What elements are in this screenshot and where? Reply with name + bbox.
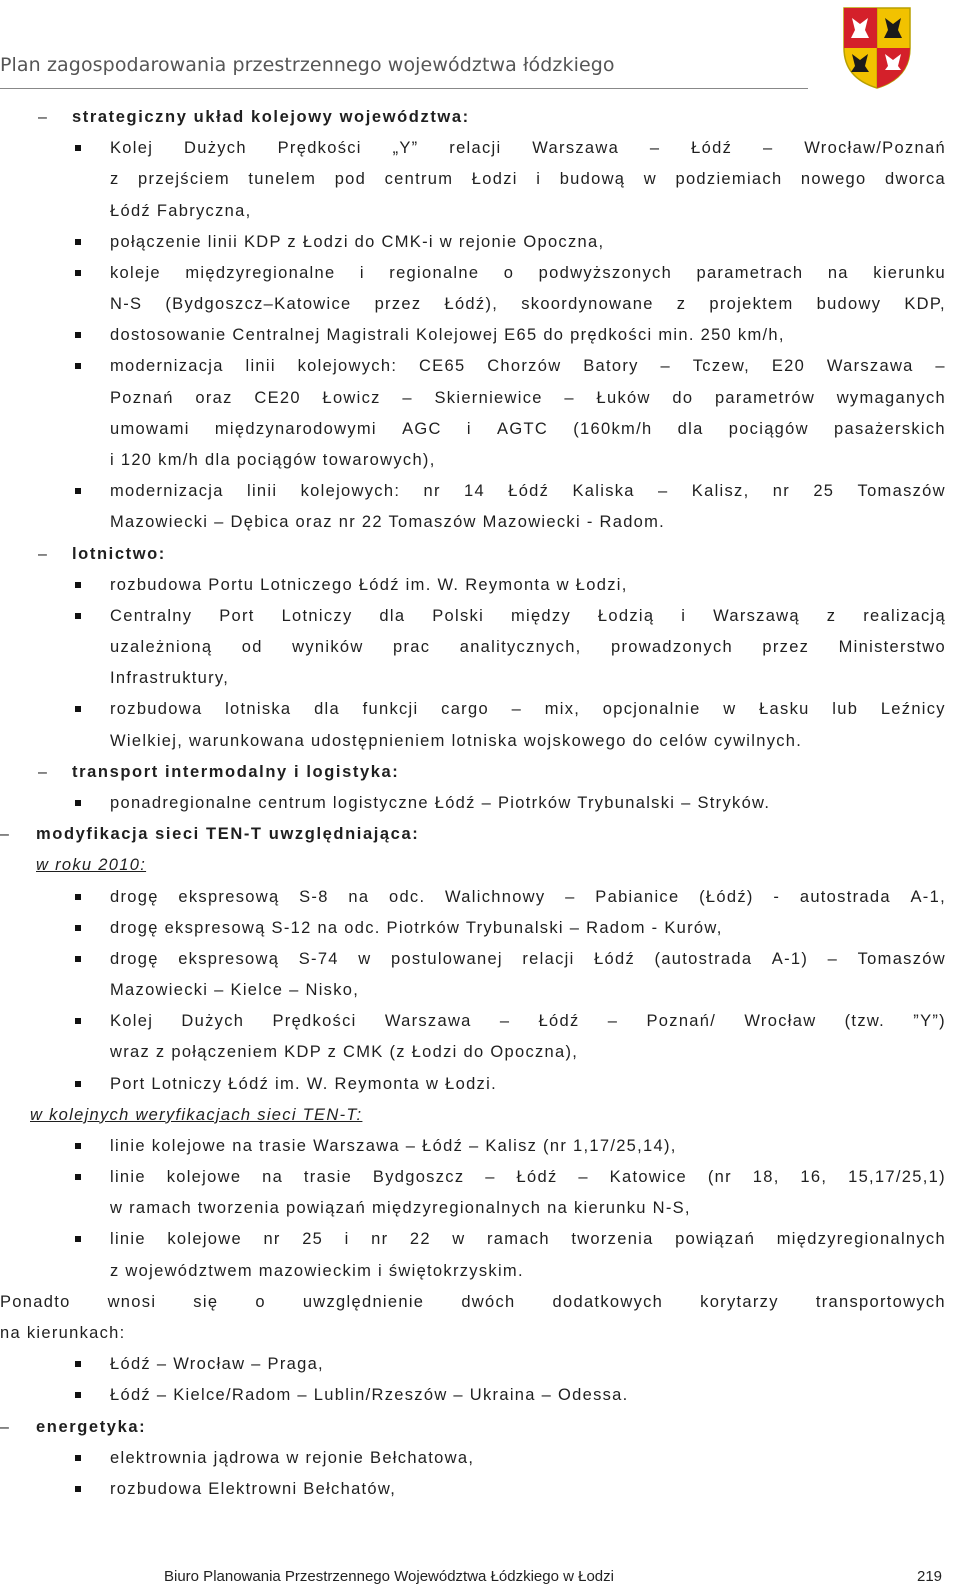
- line-text: strategiczny układ kolejowy województwa:: [72, 108, 470, 126]
- line-text: drogę ekspresową S-12 na odc. Piotrków Trybunalski – Radom - Kurów,: [110, 918, 723, 937]
- text-line: [0, 1412, 960, 1443]
- line-text: linie kolejowe na trasie Bydgoszcz – Łódź – Katowice (nr 18, 16, 15,17/25,1): [110, 1168, 946, 1187]
- text-line: [0, 196, 960, 227]
- text-line: [0, 1100, 960, 1131]
- text-line: [0, 539, 960, 570]
- text-line: [0, 975, 960, 1006]
- text-line: [0, 445, 960, 476]
- text-line: [0, 227, 960, 258]
- text-line: [0, 601, 960, 632]
- line-text: N-S (Bydgoszcz–Katowice przez Łódź), skoordynowane z projektem budowy KDP,: [110, 295, 946, 314]
- line-text: rozbudowa Portu Lotniczego Łódź im. W. Reymonta w Łodzi,: [110, 575, 628, 594]
- dash-marker: –: [0, 1418, 11, 1436]
- text-line: [0, 663, 960, 694]
- text-line: [0, 694, 960, 725]
- text-line: [0, 1287, 960, 1318]
- bullet-marker: [75, 363, 81, 369]
- bullet-marker: [75, 613, 81, 619]
- bullet-marker: [75, 1174, 81, 1180]
- line-text: w kolejnych weryfikacjach sieci TEN-T:: [30, 1105, 363, 1124]
- footer-office: Biuro Planowania Przestrzennego Województwa Łódzkiego w Łodzi: [164, 1568, 614, 1585]
- bullet-marker: [75, 239, 81, 245]
- line-text: uzależnioną od wyników prac analitycznych, prowadzonych przez Ministerstwo: [110, 638, 946, 657]
- header-divider: [0, 88, 808, 89]
- text-line: [0, 164, 960, 195]
- footer-page-number: 219: [917, 1568, 943, 1585]
- line-text: Kolej Dużych Prędkości Warszawa – Łódź – Poznań/ Wrocław (tzw. ”Y”): [110, 1012, 946, 1031]
- bullet-marker: [75, 706, 81, 712]
- text-line: [0, 1193, 960, 1224]
- text-line: [0, 258, 960, 289]
- bullet-marker: [75, 925, 81, 931]
- line-text: Centralny Port Lotniczy dla Polski między Łodzią i Warszawą z realizacją: [110, 606, 946, 625]
- text-line: [0, 757, 960, 788]
- bullet-marker: [75, 894, 81, 900]
- line-text: modernizacja linii kolejowych: nr 14 Łódź Kaliska – Kalisz, nr 25 Tomaszów: [110, 482, 946, 501]
- line-text: koleje międzyregionalne i regionalne o podwyższonych parametrach na kierunku: [110, 263, 946, 282]
- line-text: ponadregionalne centrum logistyczne Łódź – Piotrków Trybunalski – Stryków.: [110, 793, 771, 812]
- text-line: [0, 819, 960, 850]
- line-text: lotnictwo:: [72, 544, 166, 563]
- line-text: Mazowiecki – Kielce – Nisko,: [110, 981, 360, 1000]
- bullet-marker: [75, 332, 81, 338]
- bullet-marker: [75, 1486, 81, 1492]
- text-line: [0, 1069, 960, 1100]
- line-text: linie kolejowe nr 25 i nr 22 w ramach tworzenia powiązań międzyregionalnych: [110, 1230, 946, 1249]
- text-line: [0, 320, 960, 351]
- line-text: z województwem mazowieckim i świętokrzyskim.: [110, 1261, 524, 1280]
- dash-marker: –: [38, 109, 49, 126]
- text-line: [0, 1224, 960, 1255]
- text-line: [0, 913, 960, 944]
- text-line: [0, 1037, 960, 1068]
- line-text: połączenie linii KDP z Łodzi do CMK-i w rejonie Opoczna,: [110, 232, 605, 251]
- line-text: Łódź – Kielce/Radom – Lublin/Rzeszów – Ukraina – Odessa.: [110, 1386, 629, 1405]
- text-line: [0, 414, 960, 445]
- line-text: transport intermodalny i logistyka:: [72, 762, 400, 781]
- bullet-marker: [75, 956, 81, 962]
- line-text: w roku 2010:: [36, 856, 147, 875]
- line-text: modernizacja linii kolejowych: CE65 Chorzów Batory – Tczew, E20 Warszawa –: [110, 357, 946, 376]
- text-line: [0, 351, 960, 382]
- bullet-marker: [75, 145, 81, 151]
- text-line: [0, 726, 960, 757]
- text-line: [0, 788, 960, 819]
- bullet-marker: [75, 1018, 81, 1024]
- line-text: Łódź Fabryczna,: [110, 201, 252, 220]
- voivodeship-coat-of-arms-icon: [840, 4, 914, 90]
- text-line: [0, 1349, 960, 1380]
- line-text: energetyka:: [36, 1417, 147, 1436]
- text-line: [0, 632, 960, 663]
- dash-marker: –: [38, 763, 49, 781]
- text-line: [0, 570, 960, 601]
- text-line: [0, 944, 960, 975]
- bullet-marker: [75, 270, 81, 276]
- line-text: drogę ekspresową S-74 w postulowanej relacji Łódź (autostrada A-1) – Tomaszów: [110, 949, 946, 968]
- bullet-marker: [75, 1392, 81, 1398]
- text-line: [0, 1256, 960, 1287]
- page-header-title: Plan zagospodarowania przestrzennego województwa łódzkiego: [0, 54, 615, 76]
- text-line: [0, 383, 960, 414]
- line-text: Kolej Dużych Prędkości „Y” relacji Warszawa – Łódź – Wrocław/Poznań: [110, 139, 946, 158]
- text-line: [0, 289, 960, 320]
- bullet-marker: [75, 1081, 81, 1087]
- line-text: rozbudowa Elektrowni Bełchatów,: [110, 1479, 397, 1498]
- line-text: modyfikacja sieci TEN-T uwzględniająca:: [36, 825, 420, 844]
- text-line: [0, 1474, 960, 1505]
- line-text: Wielkiej, warunkowana udostępnieniem lotniska wojskowego do celów cywilnych.: [110, 731, 803, 750]
- line-text: linie kolejowe na trasie Warszawa – Łódź – Kalisz (nr 1,17/25,14),: [110, 1136, 677, 1155]
- text-line: [0, 1162, 960, 1193]
- line-text: elektrownia jądrowa w rejonie Bełchatowa,: [110, 1448, 475, 1467]
- line-text: z przejściem tunelem pod centrum Łodzi i budową w podziemiach nowego dworca: [110, 170, 946, 189]
- bullet-marker: [75, 1455, 81, 1461]
- line-text: Łódź – Wrocław – Praga,: [110, 1355, 324, 1374]
- bullet-marker: [75, 800, 81, 806]
- line-text: i 120 km/h dla pociągów towarowych),: [110, 450, 436, 469]
- text-line: [0, 102, 960, 133]
- text-line: [0, 1131, 960, 1162]
- text-line: [0, 1443, 960, 1474]
- dash-marker: –: [0, 826, 11, 844]
- bullet-marker: [75, 488, 81, 494]
- bullet-marker: [75, 1236, 81, 1242]
- text-line: [0, 507, 960, 538]
- line-text: w ramach tworzenia powiązań międzyregionalnych na kierunku N-S,: [110, 1199, 691, 1218]
- bullet-marker: [75, 1143, 81, 1149]
- line-text: dostosowanie Centralnej Magistrali Kolejowej E65 do prędkości min. 250 km/h,: [110, 326, 785, 345]
- dash-marker: –: [38, 545, 49, 563]
- text-line: [0, 476, 960, 507]
- line-text: Poznań oraz CE20 Łowicz – Skierniewice – Łuków do parametrów wymaganych: [110, 388, 946, 407]
- text-line: [0, 850, 960, 881]
- line-text: Port Lotniczy Łódź im. W. Reymonta w Łodzi.: [110, 1074, 497, 1093]
- bullet-marker: [75, 582, 81, 588]
- text-line: [0, 1006, 960, 1037]
- line-text: rozbudowa lotniska dla funkcji cargo – mix, opcjonalnie w Łasku lub Leźnicy: [110, 700, 946, 719]
- line-text: umowami międzynarodowymi AGC i AGTC (160km/h dla pociągów pasażerskich: [110, 419, 946, 438]
- line-text: Ponadto wnosi się o uwzględnienie dwóch dodatkowych korytarzy transportowych: [0, 1292, 946, 1311]
- line-text: na kierunkach:: [0, 1324, 126, 1343]
- line-text: drogę ekspresową S-8 na odc. Walichnowy – Pabianice (Łódź) - autostrada A-1,: [110, 887, 946, 906]
- line-text: Infrastruktury,: [110, 669, 230, 688]
- text-line: [0, 882, 960, 913]
- text-line: [0, 1318, 960, 1349]
- line-text: Mazowiecki – Dębica oraz nr 22 Tomaszów Mazowiecki - Radom.: [110, 513, 666, 532]
- text-line: [0, 133, 960, 164]
- bullet-marker: [75, 1361, 81, 1367]
- line-text: wraz z połączeniem KDP z CMK (z Łodzi do Opoczna),: [110, 1043, 579, 1062]
- text-line: [0, 1380, 960, 1411]
